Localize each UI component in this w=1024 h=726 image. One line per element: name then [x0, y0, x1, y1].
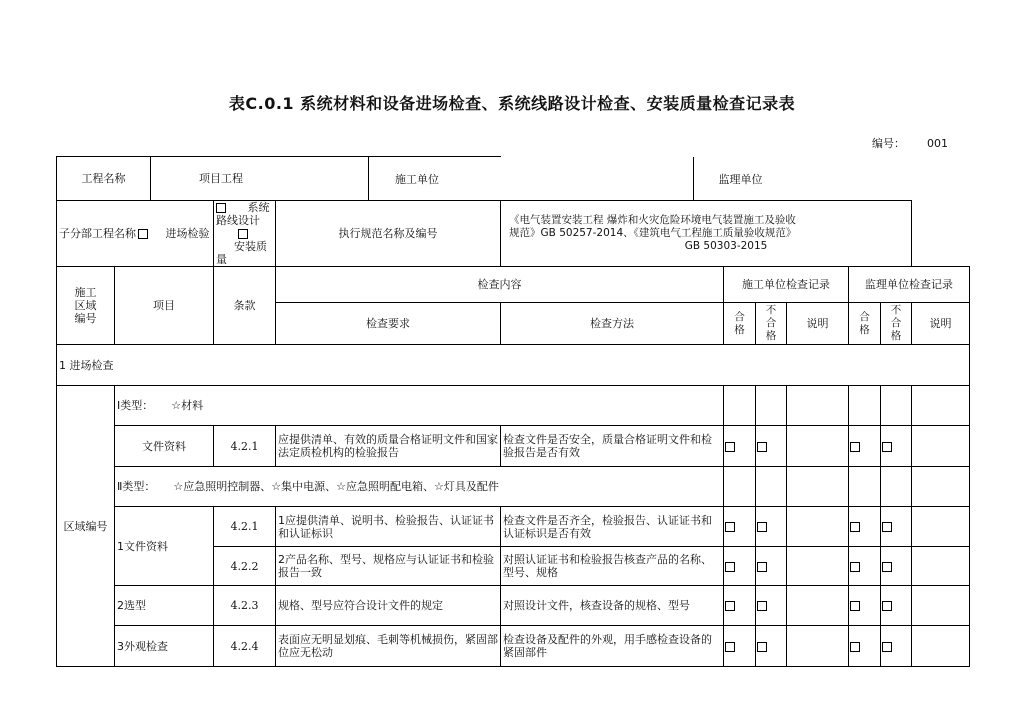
fail-cell — [881, 426, 912, 467]
pass-cell — [849, 586, 881, 626]
note-construction[interactable] — [787, 507, 849, 547]
blank-cell — [849, 467, 881, 507]
type2-requirement-1: 1应提供清单、说明书、检验报告、认证证书和认证标识 — [276, 507, 501, 547]
header-inspection-content: 检查内容 — [276, 267, 724, 303]
type1-header — [115, 386, 724, 426]
checkbox-pass-supervision[interactable] — [850, 442, 860, 452]
subproject-label: 子分部工程名称 — [59, 227, 136, 240]
header-pass-supervision: 合 格 — [849, 303, 881, 345]
type2-data-row-1 — [57, 507, 970, 547]
type1-item: 文件资料 — [115, 426, 214, 467]
fail-cell — [881, 547, 912, 586]
note-supervision[interactable] — [912, 586, 970, 626]
checkbox-fail-supervision[interactable] — [882, 442, 892, 452]
supervision-unit-label: 监理单位 — [718, 172, 763, 186]
type1-method: 检查文件是否安全，质量合格证明文件和检验报告是否有效 — [501, 426, 724, 467]
type1-requirement: 应提供清单、有效的质量合格证明文件和国家法定质检机构的检验报告 — [276, 426, 501, 467]
pass-cell — [849, 507, 881, 547]
type2-item-4: 3外观检查 — [115, 626, 214, 667]
header-method: 检查方法 — [501, 303, 724, 345]
header-fail-construction: 不 合 格 — [756, 303, 787, 345]
header-fail-supervision: 不 合 格 — [881, 303, 912, 345]
checkbox-pass-supervision[interactable] — [850, 522, 860, 532]
type2-requirement-2: 2产品名称、型号、规格应与认证证书和检验报告一致 — [276, 547, 501, 586]
construction-unit-label: 施工单位 — [395, 172, 439, 186]
checkbox-pass-construction[interactable] — [725, 442, 735, 452]
checkbox-fail-construction[interactable] — [757, 601, 767, 611]
standard-label: 执行规范名称及编号 — [276, 201, 501, 267]
type2-requirement-3: 规格、型号应符合设计文件的规定 — [276, 586, 501, 626]
fail-cell — [881, 586, 912, 626]
project-name-value: 项目工程 — [151, 157, 501, 201]
blank-cell — [881, 467, 912, 507]
checkbox-line-design[interactable] — [216, 203, 226, 213]
header-pass-construction: 合 格 — [724, 303, 756, 345]
note-supervision[interactable] — [912, 507, 970, 547]
standard-line-1: 《电气装置安装工程 爆炸和火灾危险环境电气装置施工及验收 — [509, 214, 796, 226]
type1-items: ☆材料 — [171, 399, 204, 412]
note-supervision[interactable] — [912, 626, 970, 667]
header-area: 施工 区域 编号 — [57, 267, 115, 345]
option-line-design: 系统路线设计 — [216, 201, 270, 227]
header-row-top — [57, 267, 970, 303]
note-supervision[interactable] — [912, 547, 970, 586]
checkbox-pass-construction[interactable] — [725, 601, 735, 611]
blank-cell — [912, 386, 970, 426]
blank-cell — [787, 467, 849, 507]
header-clause: 条款 — [214, 267, 276, 345]
type2-items: ☆应急照明控制器、☆集中电源、☆应急照明配电箱、☆灯具及配件 — [173, 480, 499, 493]
checkbox-pass-construction[interactable] — [725, 562, 735, 572]
header-note-supervision: 说明 — [912, 303, 970, 345]
type2-clause-4: 4.2.4 — [214, 626, 276, 667]
serial-label: 编号： — [872, 137, 905, 150]
standard-line-2: 规范》GB 50257-2014、《建筑电气工程施工质量验收规范》 — [509, 227, 797, 239]
pass-cell — [724, 426, 756, 467]
header-supervision-record: 监理单位检查记录 — [849, 267, 970, 303]
type2-clause-2: 4.2.2 — [214, 547, 276, 586]
note-supervision[interactable] — [912, 426, 970, 467]
type2-item-1: 1文件资料 — [115, 507, 214, 586]
pass-cell — [849, 426, 881, 467]
type2-clause-3: 4.2.3 — [214, 586, 276, 626]
type1-data-row — [57, 426, 970, 467]
section-entry-check — [57, 345, 970, 386]
standard-line-3: GB 50303-2015 — [684, 240, 768, 252]
blank-cell — [881, 386, 912, 426]
page-title: 表C.0.1 系统材料和设备进场检查、系统线路设计检查、安装质量检查记录表 — [228, 94, 796, 113]
type2-label: Ⅱ类型： — [117, 480, 156, 493]
section-1-label: 1 进场检查 — [57, 345, 970, 386]
header-requirement: 检查要求 — [276, 303, 501, 345]
header-item: 项目 — [115, 267, 214, 345]
option-entry-inspection: 进场检验 — [165, 227, 210, 240]
fail-cell — [756, 507, 787, 547]
header-note-construction: 说明 — [787, 303, 849, 345]
checkbox-inspection[interactable] — [138, 229, 148, 239]
note-construction[interactable] — [787, 547, 849, 586]
checkbox-pass-supervision[interactable] — [850, 642, 860, 652]
checkbox-pass-supervision[interactable] — [850, 562, 860, 572]
subproject-cell — [57, 201, 214, 267]
options-cell — [214, 201, 276, 267]
type2-method-3: 对照设计文件，核查设备的规格、型号 — [501, 586, 724, 626]
note-construction[interactable] — [787, 426, 849, 467]
fail-cell — [881, 626, 912, 667]
pass-cell — [724, 626, 756, 667]
blank-cell — [756, 467, 787, 507]
blank-cell — [849, 386, 881, 426]
type2-method-2: 对照认证证书和检验报告核查产品的名称、型号、规格 — [501, 547, 724, 586]
area-number: 区域编号 — [57, 386, 115, 667]
standard-value — [501, 201, 912, 267]
type2-data-row-3 — [57, 586, 970, 626]
type2-requirement-4: 表面应无明显划痕、毛刺等机械损伤，紧固部位应无松动 — [276, 626, 501, 667]
option-install-quality: 安装质量 — [216, 240, 267, 266]
pass-cell — [724, 586, 756, 626]
checkbox-fail-construction[interactable] — [757, 642, 767, 652]
type2-clause-1: 4.2.1 — [214, 507, 276, 547]
type1-label: Ⅰ类型： — [117, 399, 154, 412]
blank-cell — [912, 467, 970, 507]
fail-cell — [756, 626, 787, 667]
type1-row — [57, 386, 970, 426]
serial-value: 001 — [927, 137, 948, 150]
checkbox-install-quality[interactable] — [238, 229, 248, 239]
checkbox-fail-supervision[interactable] — [882, 562, 892, 572]
fail-cell — [756, 547, 787, 586]
pass-cell — [724, 507, 756, 547]
project-info-row — [57, 157, 970, 201]
checkbox-pass-construction[interactable] — [725, 522, 735, 532]
type2-method-1: 检查文件是否齐全，检验报告、认证证书和认证标识是否有效 — [501, 507, 724, 547]
checkbox-fail-construction[interactable] — [757, 562, 767, 572]
checkbox-fail-construction[interactable] — [757, 442, 767, 452]
fail-cell — [756, 426, 787, 467]
checkbox-fail-supervision[interactable] — [882, 522, 892, 532]
checkbox-fail-supervision[interactable] — [882, 642, 892, 652]
blank-cell — [787, 386, 849, 426]
checkbox-fail-supervision[interactable] — [882, 601, 892, 611]
type2-row — [57, 467, 970, 507]
type2-method-4: 检查设备及配件的外观，用手感检查设备的紧固部件 — [501, 626, 724, 667]
checkbox-pass-construction[interactable] — [725, 642, 735, 652]
pass-cell — [724, 547, 756, 586]
type1-clause: 4.2.1 — [214, 426, 276, 467]
note-construction[interactable] — [787, 586, 849, 626]
type2-item-3: 2选型 — [115, 586, 214, 626]
note-construction[interactable] — [787, 626, 849, 667]
serial-number — [872, 135, 948, 151]
checkbox-pass-supervision[interactable] — [850, 601, 860, 611]
blank-cell — [724, 467, 756, 507]
blank-cell — [724, 386, 756, 426]
project-name-label: 工程名称 — [57, 157, 151, 201]
header-construction-record: 施工单位检查记录 — [724, 267, 849, 303]
blank-cell — [756, 386, 787, 426]
subproject-row — [57, 201, 970, 267]
fail-cell — [756, 586, 787, 626]
type2-header — [115, 467, 724, 507]
inspection-record-table — [56, 156, 970, 667]
pass-cell — [849, 547, 881, 586]
pass-cell — [849, 626, 881, 667]
type2-data-row-4 — [57, 626, 970, 667]
checkbox-fail-construction[interactable] — [757, 522, 767, 532]
fail-cell — [881, 507, 912, 547]
